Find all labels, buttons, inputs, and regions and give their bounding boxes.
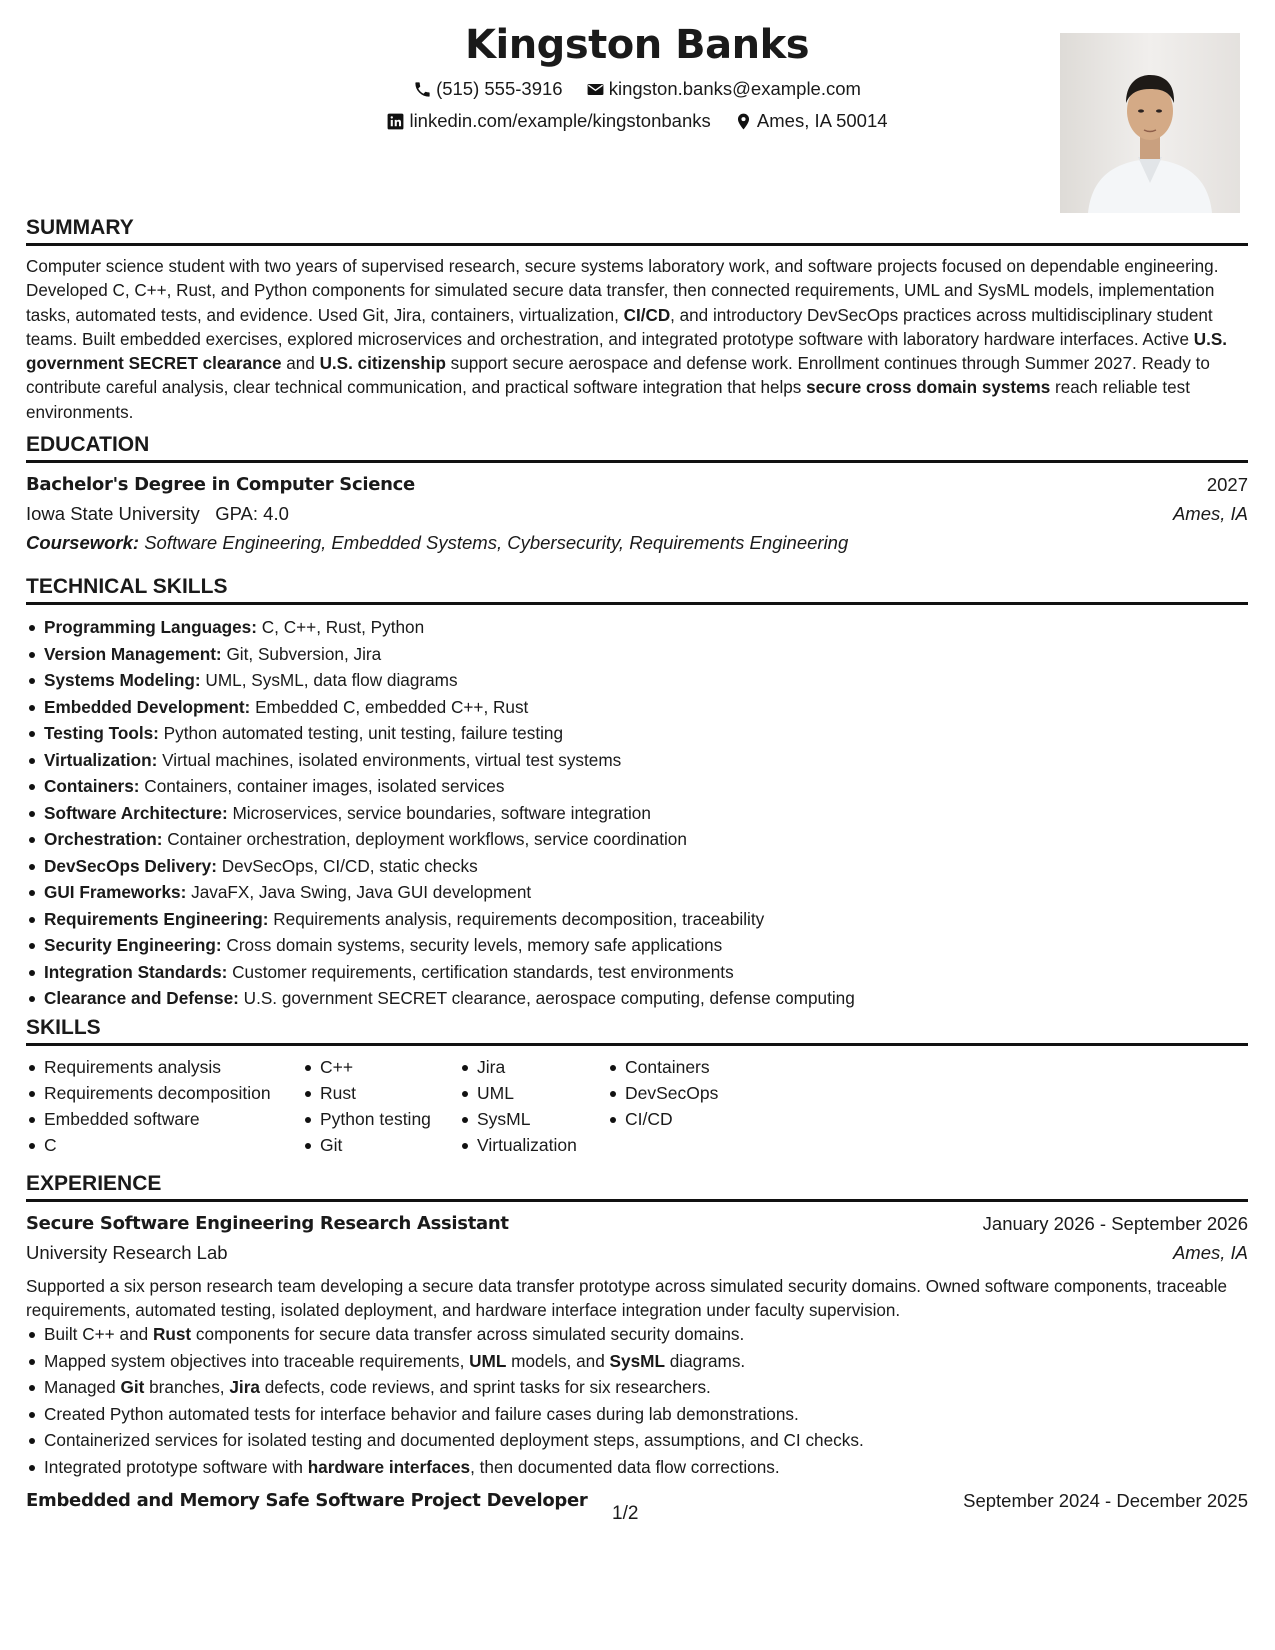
skill-item: Rust (302, 1080, 459, 1106)
job1-bullet-item (26, 1401, 1248, 1428)
skill-item: UML (459, 1080, 607, 1106)
skill-item: Python testing (302, 1106, 459, 1132)
skills-column-1 (26, 1054, 302, 1158)
technical-skill-value: DevSecOps, CI/CD, static checks (221, 855, 478, 876)
technical-skill-value: JavaFX, Java Swing, Java GUI development (191, 882, 532, 902)
technical-skill-item (26, 906, 1248, 933)
skill-item: SysML (459, 1106, 607, 1132)
graduation-year: 2027 (1206, 474, 1248, 495)
bullet-bold-text: Rust (152, 1324, 192, 1344)
job1-bullet-item (26, 1427, 1248, 1454)
skills-column-4 (607, 1054, 787, 1158)
technical-skill-label: Systems Modeling: (44, 670, 201, 690)
technical-skill-label: Testing Tools: (44, 723, 159, 743)
technical-skill-label: Integration Standards: (44, 961, 228, 982)
technical-skill-item (26, 879, 1248, 906)
technical-skill-value: UML, SysML, data flow diagrams (205, 670, 458, 690)
map-pin-icon (734, 112, 753, 131)
technical-skill-value: Microservices, service boundaries, software integration (232, 802, 651, 823)
linkedin-text: linkedin.com/example/kingstonbanks (409, 110, 711, 131)
job1-bullets (26, 1321, 1248, 1480)
summary-text-1: Computer science student with two years of supervised research, secure systems laboratory work, and software projects focused on dependable engineering. Developed C, C++, Rust, and Python components for simulated secure data transfer, then connected requirements, UML and SysML models, implementation tasks, automated tests, and evidence. Used Git, Jira, containers, virtualization, (26, 257, 1219, 325)
technical-skill-item (26, 985, 1248, 1012)
coursework-row (26, 532, 1248, 554)
school-name: Iowa State University (26, 503, 200, 524)
bullet-text: Containerized services for isolated testing and documented deployment steps, assumptions, and CI checks. (44, 1430, 864, 1450)
school-line (26, 503, 289, 525)
summary-bold-cross-domain: secure cross domain systems (806, 378, 1051, 398)
bullet-text: , then documented data flow corrections. (470, 1456, 780, 1477)
bullet-text: defects, code reviews, and sprint tasks for six researchers. (259, 1377, 711, 1397)
technical-skill-value: Embedded C, embedded C++, Rust (255, 696, 529, 717)
technical-skill-label: Requirements Engineering: (44, 908, 269, 929)
technical-skill-item (26, 641, 1248, 668)
profile-photo (1060, 33, 1240, 213)
coursework-list: Software Engineering, Embedded Systems, Cybersecurity, Requirements Engineering (144, 532, 849, 553)
job1-title-row (26, 1213, 1248, 1235)
bullet-bold-text: hardware interfaces (307, 1456, 471, 1477)
job1-dates: January 2026 - September 2026 (982, 1213, 1248, 1234)
technical-skill-label: Embedded Development: (44, 696, 251, 717)
technical-skill-value: C, C++, Rust, Python (261, 617, 425, 637)
job2-title: Embedded and Memory Safe Software Project Developer (26, 1490, 588, 1511)
technical-skill-item (26, 773, 1248, 800)
email-contact[interactable] (586, 78, 861, 100)
skills-column-2 (302, 1054, 459, 1158)
technical-skill-item (26, 932, 1248, 959)
technical-skill-item (26, 853, 1248, 880)
job2-dates: September 2024 - December 2025 (963, 1490, 1248, 1511)
technical-skill-item (26, 614, 1248, 641)
skill-item: Jira (459, 1054, 607, 1080)
bullet-text: Built C++ and (44, 1324, 153, 1344)
education-degree-row (26, 474, 1248, 496)
technical-skill-item (26, 747, 1248, 774)
skill-item: Embedded software (26, 1106, 302, 1132)
technical-skill-item (26, 720, 1248, 747)
technical-skill-label: Programming Languages: (44, 617, 257, 637)
job1-bullet-item (26, 1348, 1248, 1375)
technical-skill-value: Customer requirements, certification standards, test environments (232, 961, 734, 982)
technical-skill-label: Clearance and Defense: (44, 988, 239, 1008)
job1-location: Ames, IA (1172, 1242, 1248, 1263)
skill-item: Git (302, 1132, 459, 1158)
coursework-line (26, 532, 848, 554)
technical-skill-value: Virtual machines, isolated environments, virtual test systems (162, 749, 622, 770)
linkedin-contact[interactable] (386, 110, 710, 132)
bullet-text: components for secure data transfer across simulated security domains. (191, 1324, 745, 1344)
technical-skills-heading: TECHNICAL SKILLS (26, 575, 1248, 605)
education-school-row (26, 503, 1248, 525)
resume-page (26, 0, 1248, 1650)
technical-skill-item (26, 667, 1248, 694)
technical-skill-value: Git, Subversion, Jira (226, 643, 382, 664)
technical-skill-value: U.S. government SECRET clearance, aerospace computing, defense computing (243, 988, 855, 1008)
skill-item: DevSecOps (607, 1080, 787, 1106)
technical-skill-value: Python automated testing, unit testing, failure testing (163, 723, 564, 743)
summary-paragraph (26, 255, 1248, 425)
bullet-text: models, and (506, 1350, 610, 1371)
technical-skill-item (26, 800, 1248, 827)
technical-skill-label: GUI Frameworks: (44, 882, 187, 902)
school-location: Ames, IA (1172, 503, 1248, 524)
technical-skills-list (26, 614, 1248, 1012)
email-text: kingston.banks@example.com (608, 78, 861, 99)
job1-bullet-item (26, 1454, 1248, 1481)
bullet-bold-text: Jira (229, 1377, 260, 1397)
education-heading: EDUCATION (26, 433, 1248, 463)
profile-photo-portrait (1060, 33, 1240, 213)
job1-title: Secure Software Engineering Research Assistant (26, 1213, 509, 1234)
skill-item: C++ (302, 1054, 459, 1080)
page-number: 1/2 (612, 1503, 639, 1524)
technical-skill-label: Security Engineering: (44, 935, 222, 955)
bullet-text: Mapped system objectives into traceable requirements, (44, 1350, 470, 1371)
bullet-bold-text: SysML (609, 1350, 665, 1371)
technical-skill-label: Orchestration: (44, 829, 163, 849)
summary-text-4: support secure aerospace and defense work. Enrollment continues through Summer 2027. Ready to contribute careful analysis, clear technical communication, and practical software integration that helps (26, 354, 1210, 398)
bullet-bold-text: Git (120, 1377, 145, 1397)
summary-heading: SUMMARY (26, 216, 1248, 246)
bullet-text: Integrated prototype software with (44, 1456, 308, 1477)
location-contact (734, 110, 888, 132)
technical-skill-item (26, 959, 1248, 986)
job1-org: University Research Lab (26, 1242, 228, 1263)
skill-item: Virtualization (459, 1132, 607, 1158)
technical-skill-label: DevSecOps Delivery: (44, 855, 217, 876)
experience-heading: EXPERIENCE (26, 1172, 1248, 1202)
technical-skill-label: Software Architecture: (44, 802, 228, 823)
skill-item: CI/CD (607, 1106, 787, 1132)
degree-title: Bachelor's Degree in Computer Science (26, 474, 415, 495)
bullet-text: diagrams. (664, 1350, 746, 1371)
job1-org-row (26, 1242, 1248, 1264)
bullet-text: Managed (44, 1377, 121, 1397)
technical-skill-item (26, 694, 1248, 721)
job1-description: Supported a six person research team developing a secure data transfer prototype across simulated security domains. Owned software components, traceable requirements, automated testing, isolated deployment, and hardware interface integration under faculty supervision. (26, 1277, 1227, 1321)
technical-skill-label: Version Management: (44, 643, 222, 664)
skills-grid (26, 1054, 787, 1158)
skill-item: Requirements decomposition (26, 1080, 302, 1106)
bullet-bold-text: UML (469, 1350, 507, 1371)
candidate-name: Kingston Banks (465, 22, 809, 68)
technical-skill-value: Cross domain systems, security levels, memory safe applications (226, 935, 723, 955)
summary-text-3: and (281, 354, 320, 374)
skills-column-3 (459, 1054, 607, 1158)
technical-skill-item (26, 826, 1248, 853)
bullet-text: branches, (144, 1377, 230, 1397)
envelope-icon (586, 80, 605, 99)
summary-bold-citizenship: U.S. citizenship (319, 354, 446, 374)
skill-item: Requirements analysis (26, 1054, 302, 1080)
phone-contact[interactable] (413, 78, 563, 100)
bullet-text: Created Python automated tests for interface behavior and failure cases during lab demonstrations. (44, 1403, 799, 1424)
summary-bold-cicd: CI/CD (623, 305, 671, 325)
skill-item: Containers (607, 1054, 787, 1080)
technical-skill-value: Container orchestration, deployment workflows, service coordination (167, 829, 687, 849)
job1-bullet-item (26, 1374, 1248, 1401)
job1-bullet-item (26, 1321, 1248, 1348)
summary-text-2: , and introductory DevSecOps practices across multidisciplinary student teams. Built embedded exercises, explored microservices and orchestration, and integrated prototype software with laboratory hardware interfaces. Active (26, 305, 1213, 349)
skill-item: C (26, 1132, 302, 1158)
linkedin-icon (386, 112, 405, 131)
summary-bold-clearance: U.S. government SECRET clearance (26, 329, 1227, 374)
location-text: Ames, IA 50014 (756, 110, 888, 131)
skills-heading: SKILLS (26, 1016, 1248, 1046)
technical-skill-value: Containers, container images, isolated services (144, 776, 505, 796)
technical-skill-label: Containers: (44, 776, 140, 796)
gpa: GPA: 4.0 (215, 503, 289, 524)
technical-skill-value: Requirements analysis, requirements decomposition, traceability (273, 908, 765, 929)
resume-header (26, 22, 1248, 212)
summary-text-5: reach reliable test environments. (26, 378, 1190, 422)
phone-text: (515) 555-3916 (436, 78, 563, 99)
coursework-label: Coursework: (26, 532, 140, 553)
technical-skill-label: Virtualization: (44, 749, 158, 770)
phone-icon (413, 80, 432, 99)
